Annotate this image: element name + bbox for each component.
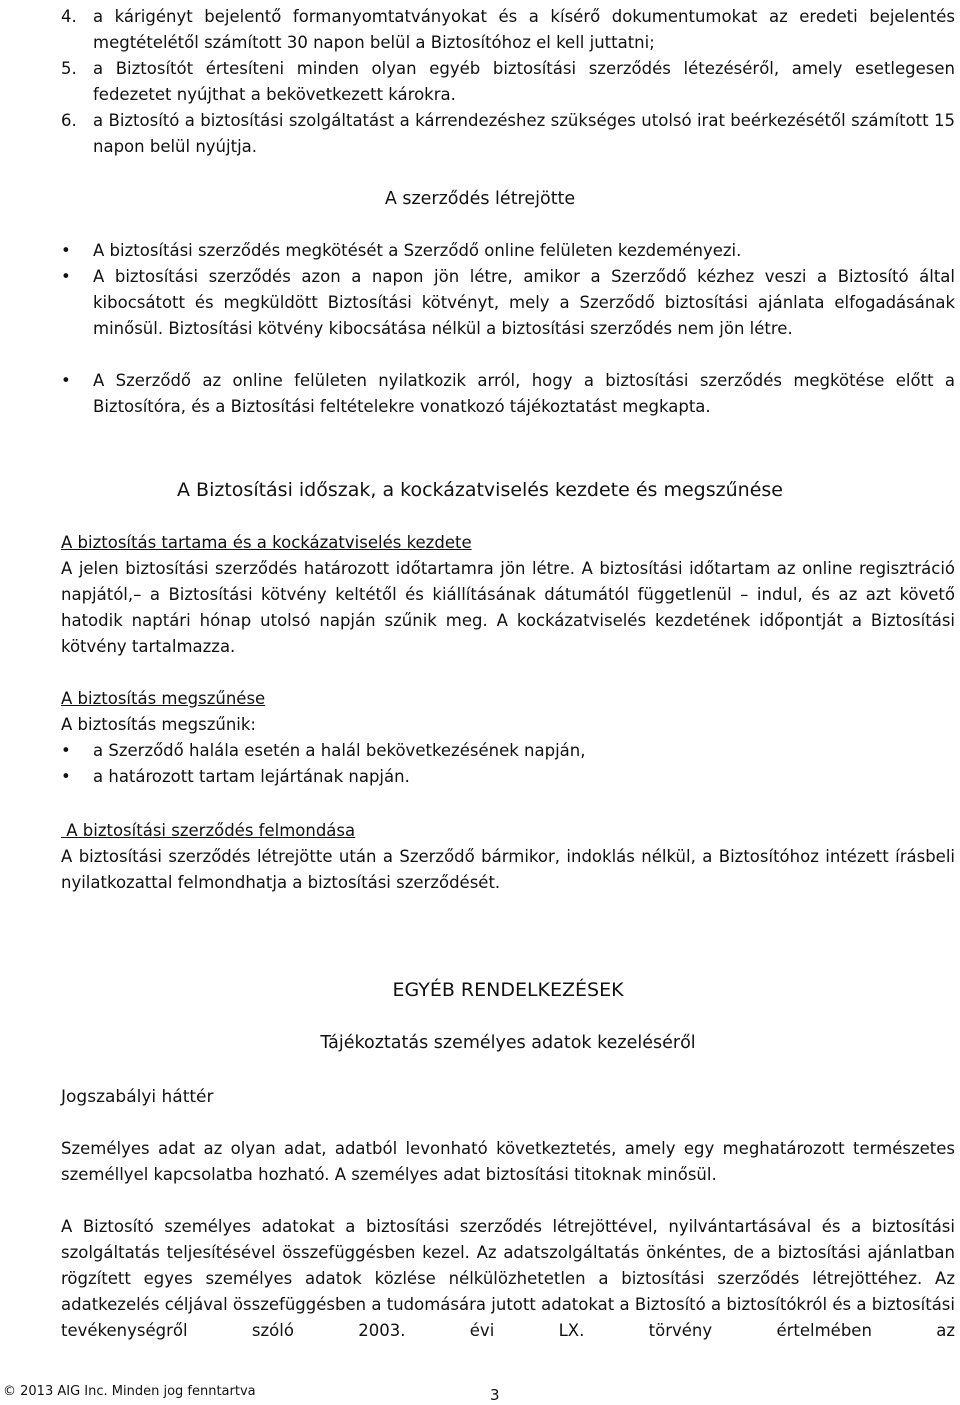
paragraph-personal-data: Személyes adat az olyan adat, adatból levonható következtetés, amely egy meghatározott természetes személlyel kapcsolatba hozható. A személyes adat biztosítási titoknak minősül.: [61, 1139, 955, 1184]
bullet-text: a határozott tartam lejártának napján.: [93, 767, 410, 786]
list-text: a kárigényt bejelentő formanyomtatványokat és a kísérő dokumentumokat az eredeti bejelentés megtételétől számított 30 napon belül a Biztosítóhoz el kell juttatni;: [93, 7, 955, 52]
bullet-text: a Szerződő halála esetén a halál bekövetkezésének napján,: [93, 741, 586, 760]
section-subtitle-data: Tájékoztatás személyes adatok kezeléséről: [320, 1033, 696, 1053]
list-number: 4.: [61, 7, 77, 26]
section-title-contract: A szerződés létrejötte: [384, 189, 576, 209]
subheading-cancel: A biztosítási szerződés felmondása: [61, 821, 356, 840]
paragraph-data-handling: A Biztosító személyes adatokat a biztosítási szerződés létrejöttével, nyilvántartásával és a biztosítási szolgáltatás teljesítésével összefüggésben kezel. Az adatszolgáltatás önkéntes, de a biztosítási ajánlatban rögzített egyes személyes adatok közlése nélkülözhetetlen a biztosítási szerződés létrejöttéhez. Az adatkezelés céljával összefüggésben a tudomására jutott adatokat a Biztosító a biztosítókról és a biztosítási tevékenységről szóló 2003. évi LX. törvény értelmében az: [61, 1217, 955, 1340]
bullet-glyph: •: [61, 741, 71, 760]
subheading-legal: Jogszabályi háttér: [61, 1087, 214, 1107]
list-text: a Biztosítót értesíteni minden olyan egyéb biztosítási szerződés létezéséről, amely esetlegesen fedezetet nyújthat a bekövetkezett károkra.: [93, 59, 955, 104]
bullet-text: A biztosítási szerződés azon a napon jön létre, amikor a Szerződő kézhez veszi a Biztosító által kibocsátott és megküldött Biztosítási kötvényt, mely a Szerződő biztosítási ajánlata elfogadásának minősül. Biztosítási kötvény kibocsátása nélkül a biztosítási szerződés nem jön létre.: [93, 267, 955, 338]
bullet-glyph: •: [61, 371, 71, 390]
section-title-period: A Biztosítási időszak, a kockázatviselés kezdete és megszűnése: [177, 479, 783, 501]
bullet-glyph: •: [61, 267, 71, 286]
bullet-glyph: •: [61, 241, 71, 260]
footer-copyright: © 2013 AIG Inc. Minden jog fenntartva: [3, 1384, 256, 1399]
paragraph-cancel: A biztosítási szerződés létrejötte után a Szerződő bármikor, indoklás nélkül, a Biztosítóhoz intézett írásbeli nyilatkozattal felmondhatja a biztosítási szerződését.: [61, 847, 955, 892]
paragraph-duration: A jelen biztosítási szerződés határozott időtartamra jön létre. A biztosítási időtartam az online regisztráció napjától,– a Biztosítási kötvény keltétől és kiállításának dátumától függetlenül – indul, és az azt követő hatodik naptári hónap utolsó napján szűnik meg. A kockázatviselés kezdetének időpontját a Biztosítási kötvény tartalmazza.: [61, 559, 955, 656]
bullet-glyph: •: [61, 767, 71, 786]
subheading-duration: A biztosítás tartama és a kockázatviselés kezdete: [61, 533, 472, 552]
list-number: 5.: [61, 59, 77, 78]
page-number: 3: [490, 1386, 500, 1404]
list-number: 6.: [61, 111, 77, 130]
list-text: a Biztosító a biztosítási szolgáltatást a kárrendezéshez szükséges utolsó irat beérkezésétől számított 15 napon belül nyújtja.: [93, 111, 955, 156]
termination-intro: A biztosítás megszűnik:: [61, 715, 256, 734]
section-title-other: EGYÉB RENDELKEZÉSEK: [392, 979, 624, 1001]
subheading-termination: A biztosítás megszűnése: [61, 689, 266, 708]
bullet-text: A biztosítási szerződés megkötését a Szerződő online felületen kezdeményezi.: [93, 241, 742, 260]
bullet-text: A Szerződő az online felületen nyilatkozik arról, hogy a biztosítási szerződés megkötése előtt a Biztosítóra, és a Biztosítási feltételekre vonatkozó tájékoztatást megkapta.: [93, 371, 955, 416]
